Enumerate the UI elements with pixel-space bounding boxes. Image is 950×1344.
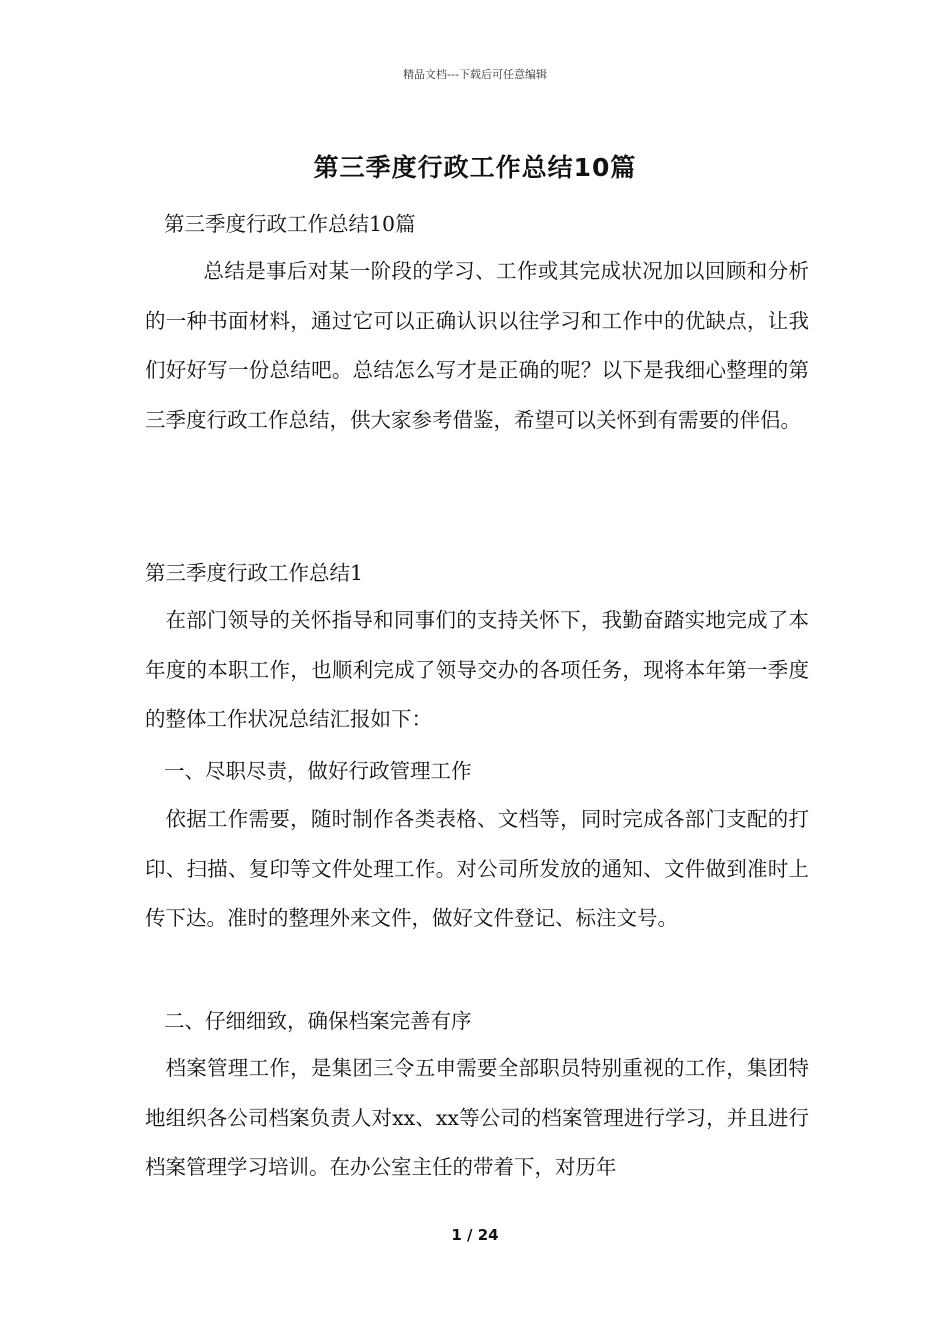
- subtitle: 第三季度行政工作总结10篇: [164, 212, 416, 236]
- paragraph-1: 在部门领导的关怀指导和同事们的支持关怀下，我勤奋踏实地完成了本年度的本职工作，也顺利完成了领导交办的各项任务，现将本年第一季度的整体工作状况总结汇报如下：: [145, 608, 809, 731]
- document-title: 第三季度行政工作总结10篇: [313, 153, 637, 182]
- heading-1: 一、尽职尽责，做好行政管理工作: [164, 759, 472, 783]
- paragraph-3: 档案管理工作，是集团三令五申需要全部职员特别重视的工作，集团特地组织各公司档案负责人对xx、xx等公司的档案管理进行学习，并且进行档案管理学习培训。在办公室主任的带着下，对历年: [145, 1056, 809, 1179]
- header-note: 精品文档---下载后可任意编辑: [403, 68, 547, 81]
- intro-paragraph: 总结是事后对某一阶段的学习、工作或其完成状况加以回顾和分析的一种书面材料，通过它可以正确认识以往学习和工作中的优缺点，让我们好好写一份总结吧。总结怎么写才是正确的呢？以下是我细心整理的第三季度行政工作总结，供大家参考借鉴，希望可以关怀到有需要的伴侣。: [145, 259, 809, 432]
- heading-2: 二、仔细细致，确保档案完善有序: [164, 1009, 472, 1033]
- page-number: 1 / 24: [451, 1226, 499, 1244]
- paragraph-2: 依据工作需要，随时制作各类表格、文档等，同时完成各部门支配的打印、扫描、复印等文件处理工作。对公司所发放的通知、文件做到准时上传下达。准时的整理外来文件，做好文件登记、标注文号。: [145, 807, 809, 930]
- section-heading: 第三季度行政工作总结1: [145, 561, 364, 585]
